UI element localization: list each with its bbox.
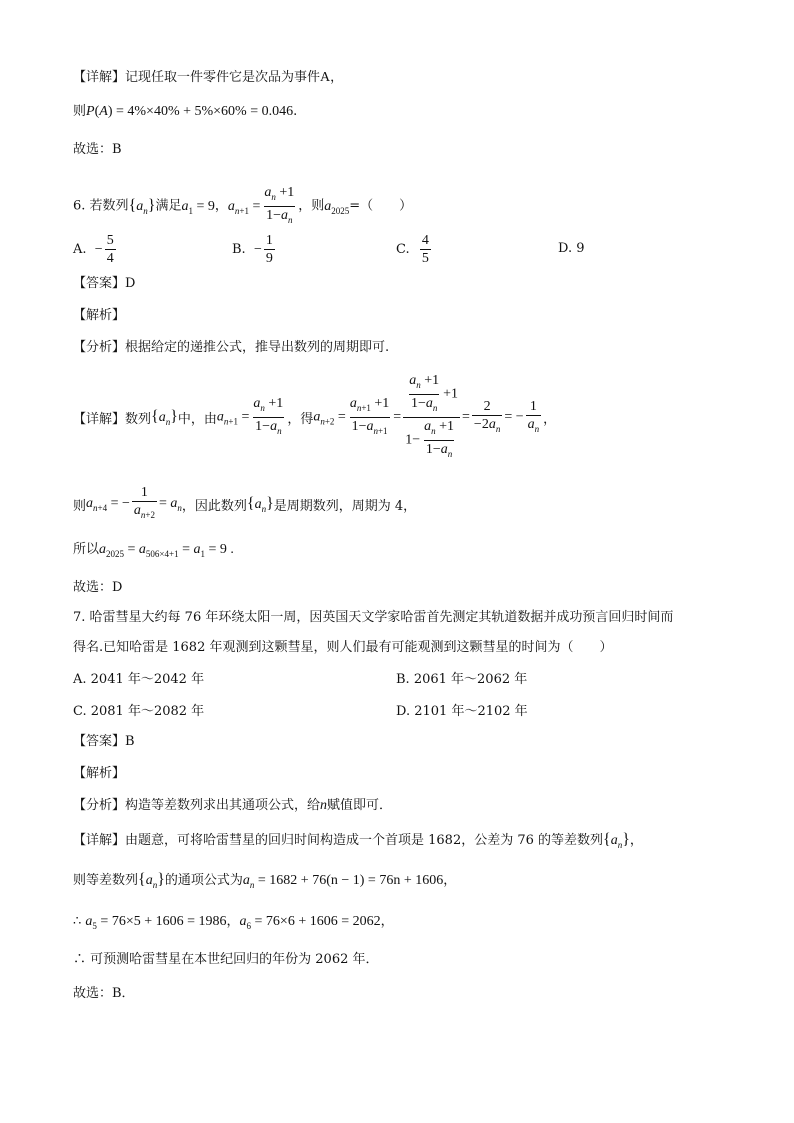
an4-expression: $a_{n+4}$ = − $\frac{1}{a_{n+2}}$ = $a_n$ (86, 484, 182, 524)
sequence-an: $\{a_n\}$ (138, 871, 165, 890)
cond-a1: $a_1 = 9$ (181, 198, 215, 216)
comma: ， (443, 873, 457, 888)
detail-text: 中，由 (177, 412, 217, 427)
q7-stem-line-1: 7. 哈雷彗星大约每 76 年环绕太阳一周，因英国天文学家哈雷首先测定其轨道数据并成功预言回归时间而 (73, 610, 674, 625)
comma: ， (629, 833, 643, 848)
q7-formula (73, 870, 456, 895)
text: 是周期数列，周期为 4， (273, 498, 417, 514)
stem-text: =（ ） (349, 198, 413, 214)
sequence-an: $\{a_n\}$ (603, 831, 630, 850)
a5-calc: $a_5 = 76\times 5 + 1606 = 1986$ (85, 914, 227, 931)
text: 则等差数列 (73, 873, 139, 888)
q7-answer: 【答案】B (73, 734, 135, 749)
text: ，因此数列 (181, 498, 247, 514)
prob-prefix: 则 (73, 104, 87, 119)
q7-conclusion (73, 950, 379, 970)
q6-period-line (73, 484, 416, 524)
question-number: 6. (73, 198, 86, 214)
therefore-symbol: ∴ (73, 952, 87, 967)
recurrence: $a_{n+1}$ = $\frac{a_n +1}{1-a_n}$ (228, 199, 298, 214)
comma: ， (380, 914, 394, 929)
q6-detail (73, 372, 556, 463)
q5-probability-line (73, 102, 297, 122)
period: . (293, 104, 298, 119)
prob-expression: P(A) = 4%×40% + 5%×60% = 0.046 (86, 104, 294, 119)
derivation-an2: $a_{n+2}$ = $\frac{a_{n+1} +1}{1-a_{n+1}}$ = $\frac{a_n +1}{1-a_n}$ +1 1− $\frac{a_n +1}{1-a_n}$ = $\frac{2}{-2a_n}$ = − $\frac{1}{a_n}$ (313, 372, 543, 463)
text: 【分析】构造等差数列求出其通项公式，给 (73, 798, 321, 813)
text: 的通项公式为 (164, 873, 243, 888)
q7-analysis (73, 796, 392, 816)
detail-label: 【详解】 (73, 412, 126, 427)
q6-choose: 故选：D (73, 580, 123, 595)
sequence-an: $\{a_n\}$ (151, 408, 178, 427)
therefore-symbol: ∴ (73, 914, 82, 929)
text: 可预测哈雷彗星在本世纪回归的年份为 2062 年． (90, 952, 379, 967)
q6-answer: 【答案】D (73, 276, 136, 291)
comma: ， (330, 70, 344, 85)
q6-option-a: A. − $\frac{5}{4}$ (73, 233, 114, 266)
a6-calc: $a_6 = 76\times 6 + 1606 = 2062$ (239, 914, 381, 931)
stem-text: ，则 (298, 198, 325, 214)
sequence-an: $\{a_n\}$ (246, 494, 274, 514)
q7-calc (73, 912, 394, 936)
q6-option-b: B. − $\frac{1}{9}$ (232, 233, 273, 266)
text: 【详解】由题意，可将哈雷彗星的回归时间构造成一个首项是 1682，公差为 76 的等差数列 (73, 833, 604, 848)
text: 赋值即可． (327, 798, 393, 813)
text: 则 (73, 498, 87, 514)
q7-analysis-title: 【解析】 (73, 766, 126, 781)
q7-option-d: D. 2101 年～2102 年 (396, 704, 528, 719)
q6-option-c: C. $\frac{4}{5}$ (396, 233, 429, 266)
a2025: $a_{2025}$ (324, 198, 350, 216)
q6-analysis-title: 【解析】 (73, 308, 126, 323)
q7-stem-line-2: 得名.已知哈雷是 1682 年观测到这颗彗星，则人们最有可能观测到这颗彗星的时间为（ ） (73, 640, 613, 655)
event-symbol: A (320, 70, 331, 85)
recurrence: $a_{n+1}$ = $\frac{a_n +1}{1-a_n}$ (217, 395, 287, 440)
q7-option-a: A. 2041 年～2042 年 (73, 672, 205, 687)
stem-text: 满足 (155, 198, 182, 214)
q6-result (73, 540, 234, 564)
q7-choose: 故选：B． (73, 986, 135, 1001)
a2025-result: $a_{2025} = a_{506\times 4+1} = a_1 = 9$ . (99, 542, 234, 559)
q6-analysis: 【分析】根据给定的递推公式，推导出数列的周期即可. (73, 340, 390, 355)
q5-choose: 故选：B (73, 142, 122, 157)
sequence-an: $\{a_n\}$ (128, 196, 156, 216)
detail-text: 数列 (125, 412, 152, 427)
stem-text: 若数列 (89, 198, 129, 214)
general-term: $a_n = 1682 + 76(n - 1) = 76n + 1606$ (242, 873, 444, 890)
q6-option-d: D. 9 (558, 241, 585, 256)
var-n: n (320, 798, 328, 813)
detail-text: 记现任取一件零件它是次品为事件 (125, 70, 321, 85)
comma: ， (543, 412, 557, 427)
text: 所以 (73, 542, 100, 557)
detail-text: ，得 (287, 412, 314, 427)
q7-option-b: B. 2061 年～2062 年 (396, 672, 528, 687)
detail-label: 【详解】 (73, 70, 126, 85)
q6-stem: 6. 若数列$\{a_n\}$满足$a_1 = 9$，$a_{n+1}$ = $\frac{a_n +1}{1-a_n}$ ，则$a_{2025}=$（ ） (73, 184, 412, 229)
q7-detail (73, 830, 643, 855)
q7-option-c: C. 2081 年～2082 年 (73, 704, 205, 719)
comma: ， (226, 914, 240, 929)
q5-detail-line (73, 68, 343, 88)
